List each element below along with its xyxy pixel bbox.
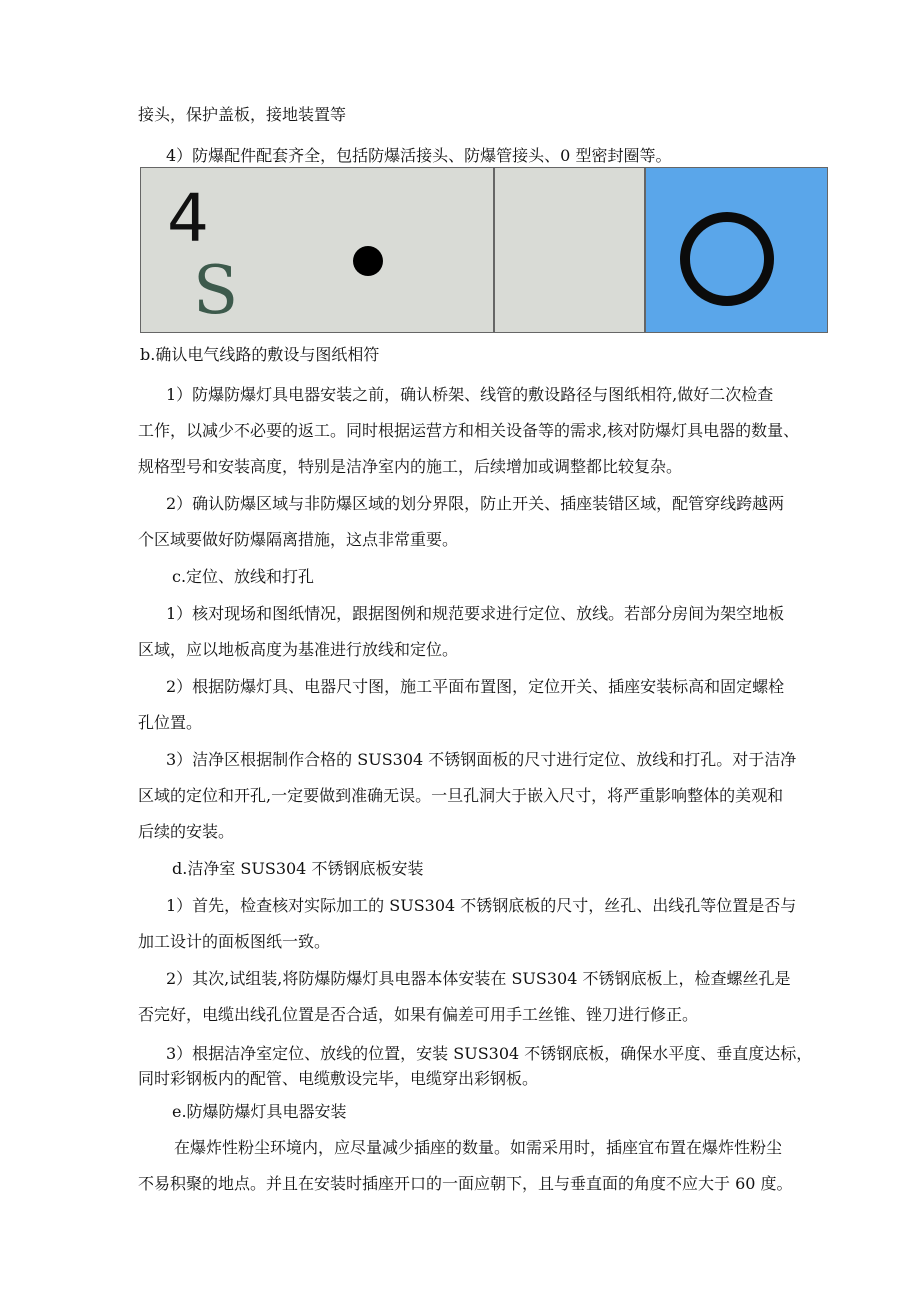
section-heading-c: c.定位、放线和打孔 (172, 567, 315, 586)
text-line: 不易积聚的地点。并且在安装时插座开口的一面应朝下，且与垂直面的角度不应大于 60 度。 (138, 1174, 793, 1193)
text-line: 区域的定位和开孔,一定要做到准确无误。一旦孔洞大于嵌入尺寸，将严重影响整体的美观和 (138, 786, 784, 805)
text-line: 孔位置。 (138, 713, 203, 732)
bullet-dot-icon (353, 246, 383, 276)
ring-o-icon (680, 212, 774, 306)
text-line: 接头，保护盖板，接地装置等 (138, 105, 347, 124)
figure-panel-left (140, 167, 494, 333)
section-heading-e: e.防爆防爆灯具电器安装 (172, 1102, 347, 1121)
text-line: 规格型号和安装高度，特别是洁净室内的施工，后续增加或调整都比较复杂。 (138, 457, 683, 476)
text-line: 个区域要做好防爆隔离措施，这点非常重要。 (138, 530, 459, 549)
text-line: 3）洁净区根据制作合格的 SUS304 不锈钢面板的尺寸进行定位、放线和打孔。对于洁净 (166, 750, 797, 769)
text-line: 2）确认防爆区域与非防爆区域的划分界限，防止开关、插座装错区域，配管穿线跨越两 (166, 494, 785, 513)
text-line: 在爆炸性粉尘环境内，应尽量减少插座的数量。如需采用时，插座宜布置在爆炸性粉尘 (174, 1138, 783, 1157)
text-line: 1）首先，检查核对实际加工的 SUS304 不锈钢底板的尺寸，丝孔、出线孔等位置是否与 (166, 896, 797, 915)
text-line: 否完好，电缆出线孔位置是否合适，如果有偏差可用手工丝锥、锉刀进行修正。 (138, 1005, 699, 1024)
figure-letter-s: S (193, 252, 239, 329)
text-line: 4）防爆配件配套齐全，包括防爆活接头、防爆管接头、0 型密封圈等。 (166, 146, 672, 165)
text-line: 后续的安装。 (138, 822, 235, 841)
text-line: 1）核对现场和图纸情况，跟据图例和规范要求进行定位、放线。若部分房间为架空地板 (166, 604, 785, 623)
text-line: 加工设计的面板图纸一致。 (138, 932, 331, 951)
section-heading-b: b.确认电气线路的敷设与图纸相符 (140, 345, 380, 364)
text-line: 3）根据洁净室定位、放线的位置，安装 SUS304 不锈钢底板，确保水平度、垂直度达标， (166, 1044, 813, 1063)
text-line: 2）根据防爆灯具、电器尺寸图，施工平面布置图，定位开关、插座安装标高和固定螺栓 (166, 677, 785, 696)
figure-panel-middle (494, 167, 645, 333)
text-line: 1）防爆防爆灯具电器安装之前，确认桥架、线管的敷设路径与图纸相符,做好二次检查 (166, 385, 774, 404)
text-line: 区域，应以地板高度为基准进行放线和定位。 (138, 640, 459, 659)
text-line: 同时彩钢板内的配管、电缆敷设完毕，电缆穿出彩钢板。 (138, 1069, 539, 1088)
symbol-figure (140, 167, 828, 335)
figure-number-four: 4 (167, 180, 209, 257)
section-heading-d: d.洁净室 SUS304 不锈钢底板安装 (172, 859, 424, 878)
figure-panel-blue (645, 167, 828, 333)
text-line: 工作，以减少不必要的返工。同时根据运营方和相关设备等的需求,核对防爆灯具电器的数量、 (138, 421, 800, 440)
text-line: 2）其次,试组装,将防爆防爆灯具电器本体安装在 SUS304 不锈钢底板上，检查螺丝孔是 (166, 969, 791, 988)
